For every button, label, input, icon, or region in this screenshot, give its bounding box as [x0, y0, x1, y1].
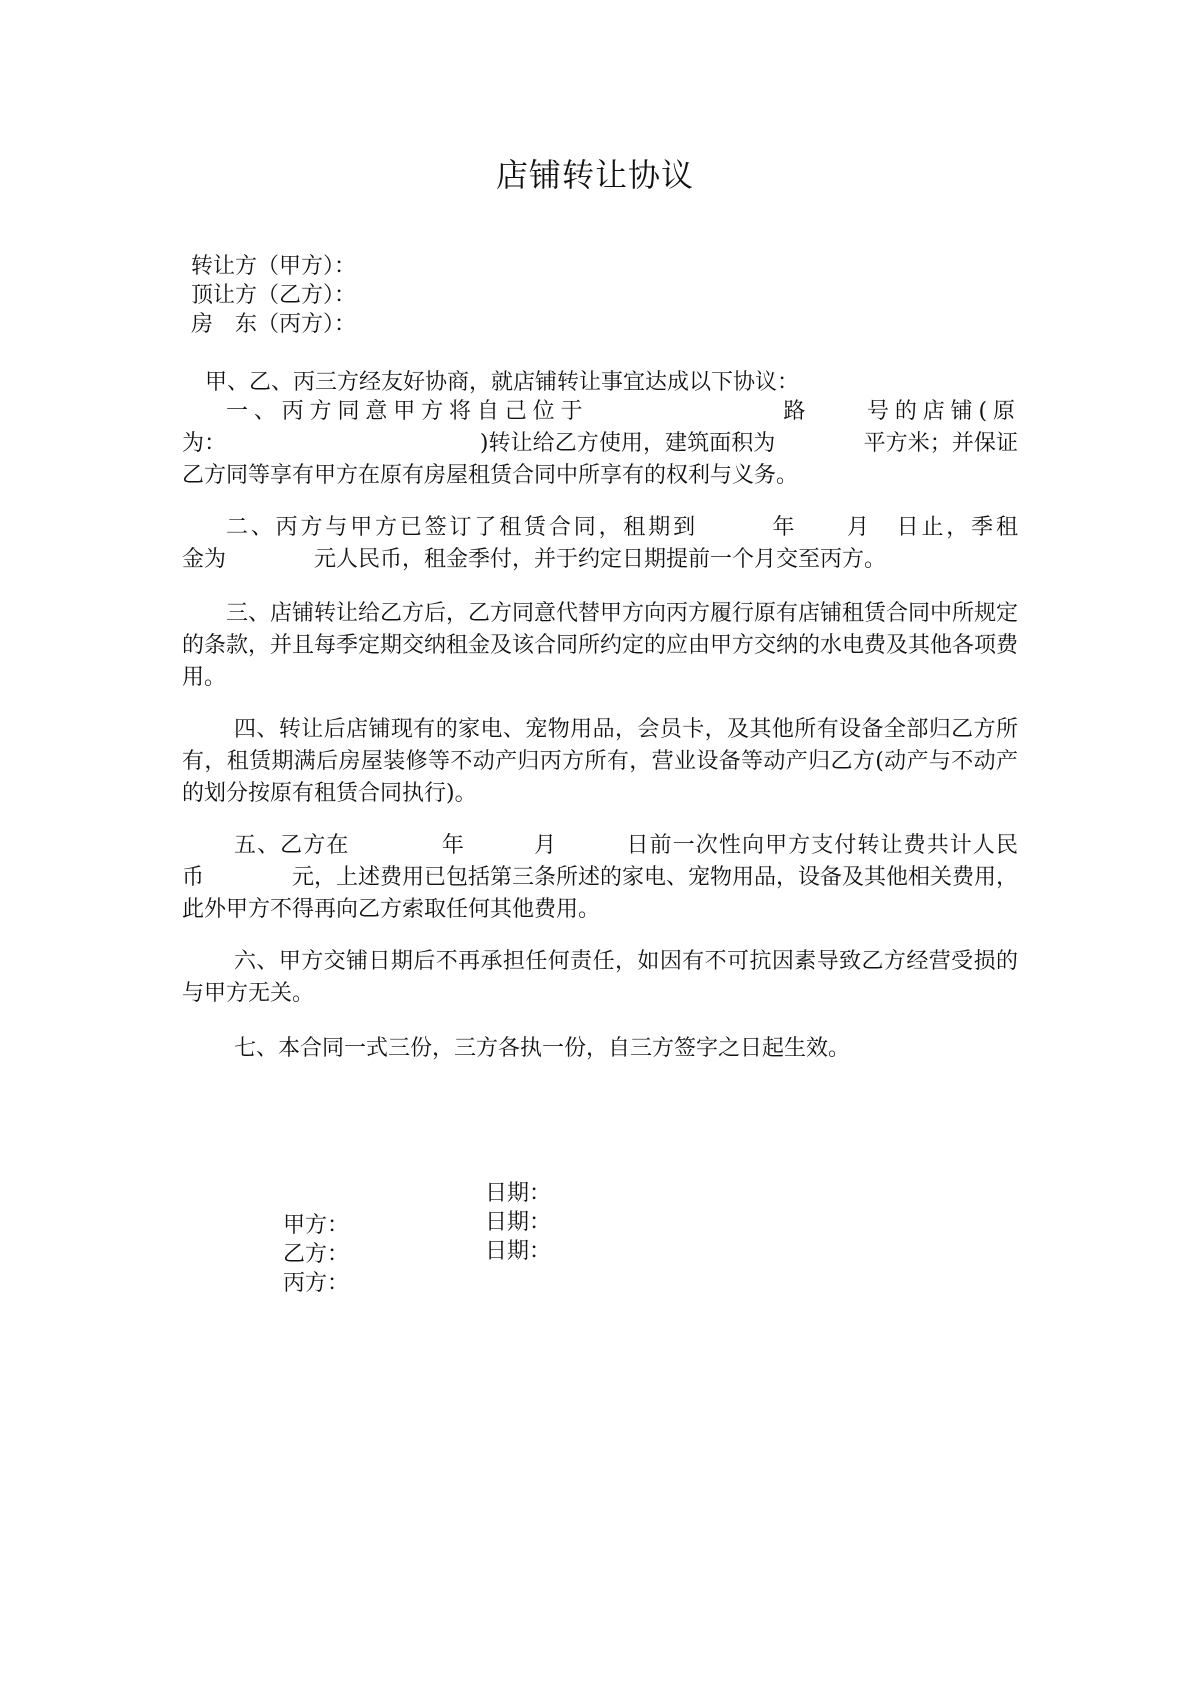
clause-2 — [182, 512, 1018, 576]
clause-4: 四、转让后店铺现有的家电、宠物用品，会员卡，及其他所有设备全部归乙方所有，租赁期满后房屋装修等不动产归丙方所有，营业设备等动产归乙方(动产与不动产的划分按原有租赁合同执行)。 — [182, 717, 1018, 806]
clause-2-line-1: 二、丙方与甲方已签订了租赁合同，租期到 年 月 日止，季租 — [226, 515, 1018, 540]
document-title: 店铺转让协议 — [495, 156, 694, 194]
signature-b-date-label: 日期： — [485, 1210, 552, 1235]
signature-c-date-label: 日期： — [485, 1239, 552, 1264]
signature-row-c — [255, 1236, 552, 1364]
signature-a-date-label: 日期： — [485, 1181, 552, 1206]
clause-5-line-1: 五、乙方在 年 月 日前一次性向甲方支付转让费共计人民 — [234, 833, 1018, 858]
intro-text: 甲、乙、丙三方经友好协商，就店铺转让事宜达成以下协议： — [205, 370, 800, 395]
clause-6: 六、甲方交铺日期后不再承担任何责任，如因有不可抗因素导致乙方经营受损的与甲方无关。 — [182, 949, 1018, 1006]
clause-5 — [182, 830, 1018, 926]
signature-b-label: 乙方： — [282, 1242, 349, 1267]
signature-c-label: 丙方： — [282, 1271, 349, 1296]
party-c-label: 房 东（丙方）： — [191, 312, 357, 337]
clause-3: 三、店铺转让给乙方后，乙方同意代替甲方向丙方履行原有店铺租赁合同中所规定的条款，并且每季定期交纳租金及该合同所约定的应由甲方交纳的水电费及其他各项费用。 — [182, 601, 1019, 690]
party-a-label: 转让方（甲方）： — [191, 254, 357, 279]
clause-7: 七、本合同一式三份，三方各执一份，自三方签字之日起生效。 — [234, 1036, 851, 1061]
clause-5-body: 币 元，上述费用已包括第三条所述的家电、宠物用品，设备及其他相关费用，此外甲方不得再向乙方索取任何其他费用。 — [182, 865, 1019, 922]
clause-2-body: 金为 元人民币，租金季付，并于约定日期提前一个月交至丙方。 — [182, 547, 887, 572]
clause-1-line-1: 一、丙方同意甲方将自己位于 路 号的店铺(原 — [226, 399, 1018, 424]
clause-1 — [182, 396, 1018, 492]
clause-1-body: 为： )转让给乙方使用，建筑面积为 平方米；并保证乙方同等享有甲方在原有房屋租赁合同中所享有的权利与义务。 — [182, 431, 1018, 488]
signature-a-label: 甲方： — [282, 1213, 349, 1238]
party-b-label: 顶让方（乙方）： — [191, 283, 357, 308]
